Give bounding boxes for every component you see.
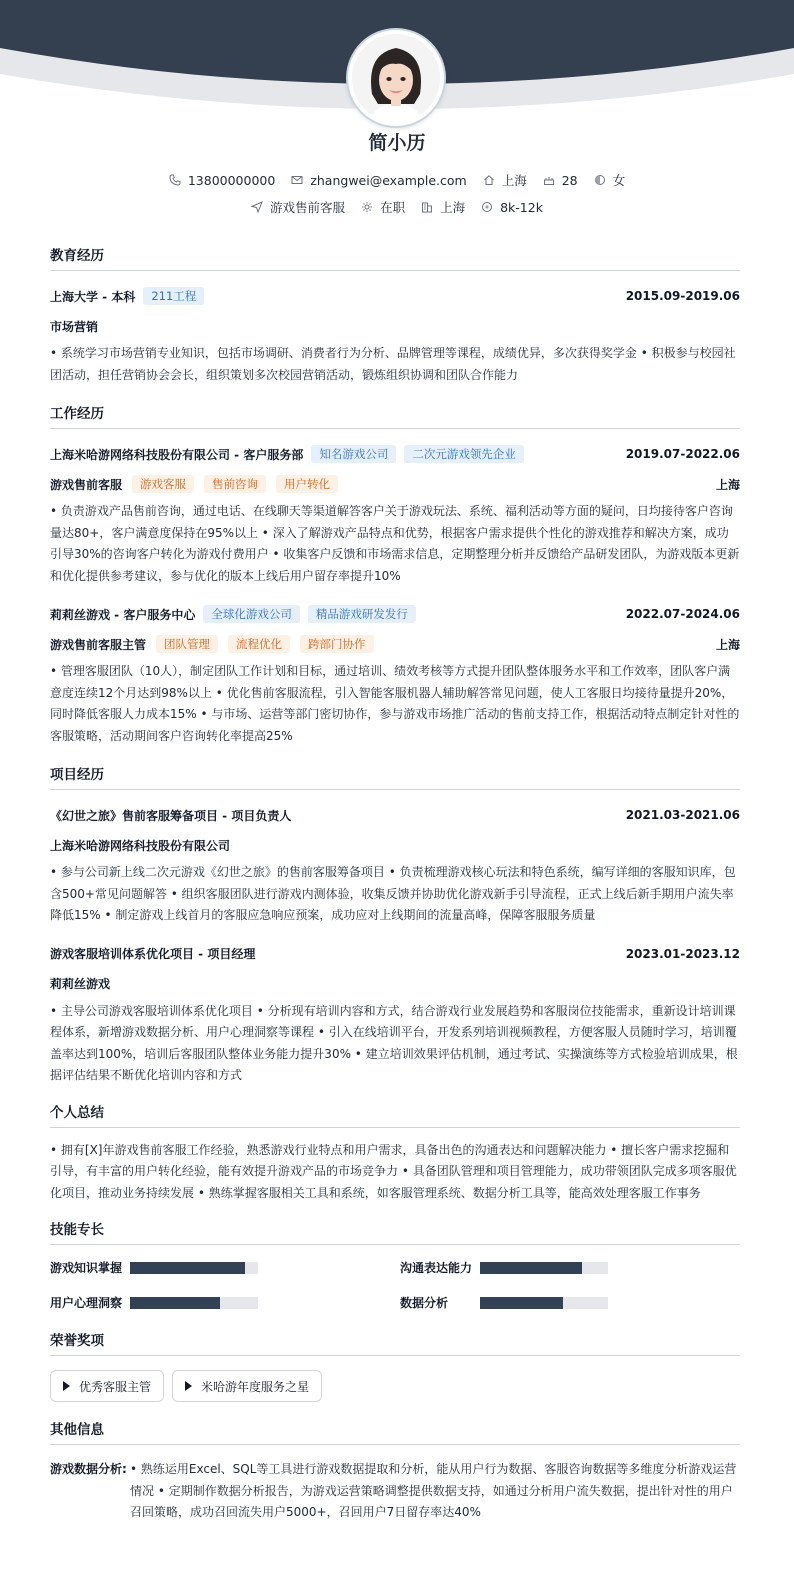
project-desc: • 参与公司新上线二次元游戏《幻世之旅》的售前客服筹备项目 • 负责梳理游戏核心玩法和特色系统，编写详细的客服知识库，包含500+常见问题解答 • 组织客服团队进行游戏内测体验，收集反馈并协助优化游戏新手引导流程，正式上线后新手期用户流失率降低15% • 制定游戏上线首月的客服应急响应预案，成功应对上线期间的流量高峰，保障客服服务质量: [50, 865, 736, 922]
skill-bar: [480, 1297, 608, 1309]
skill-tag: 游戏客服: [132, 475, 194, 493]
skill-tag: 售前咨询: [204, 475, 266, 493]
coin-icon: [481, 201, 493, 213]
skill-item: [400, 1294, 740, 1311]
salary-info: [481, 200, 543, 215]
company-tag: 精品游戏研发发行: [308, 605, 416, 623]
skill-name: 数据分析: [400, 1296, 449, 1310]
project-date: 2023.01-2023.12: [625, 946, 740, 961]
project-desc: • 主导公司游戏客服培训体系优化项目 • 分析现有培训内容和方式，结合游戏行业发展趋势和客服岗位技能需求，重新设计培训课程体系，新增游戏数据分析、用户心理洞察等课程 • 引入在线培训平台，开发系列培训视频教程，方便客服人员随时学习，培训覆盖率达到100%，培训后客服团队整体业务能力提升30% • 建立培训效果评估机制，通过考试、实操演练等方式检验培训成果，根据评估结果不断优化培训内容和方式: [50, 1003, 738, 1082]
other-desc: • 熟练运用Excel、SQL等工具进行游戏数据提取和分析，能从用户行为数据、客服咨询数据等多维度分析游戏运营情况 • 定期制作数据分析报告，为游戏运营策略调整提供数据支持，如通过分析用户流失数据，提出针对性的用户召回策略，成功召回流失用户5000+，召回用户7日留存率达40%: [130, 1462, 737, 1519]
summary-desc: • 拥有[X]年游戏售前客服工作经验，熟悉游戏行业特点和用户需求，具备出色的沟通表达和问题解决能力 • 擅长客户需求挖掘和引导，有丰富的用户转化经验，能有效提升游戏产品的市场竞争力 • 具备团队管理和项目管理能力，成功带领团队完成多项客服优化项目，推动业务持续发展 • 熟练掌握客服相关工具和系统，如客服管理系统、数据分析工具等，能高效处理客服工作事务: [50, 1142, 737, 1200]
job-role: 游戏售前客服主管: [50, 637, 147, 652]
city-text: 上海: [501, 173, 527, 188]
skill-tag: 用户转化: [276, 475, 338, 493]
skill-tag: 跨部门协作: [300, 635, 374, 653]
project-item: [50, 943, 740, 1087]
skills-section: [50, 1218, 740, 1311]
project-org: 上海米哈游网络科技股份有限公司: [50, 838, 231, 853]
section-title: 技能专长: [50, 1218, 740, 1245]
skill-bar: [480, 1262, 608, 1274]
education-date: 2015.09-2019.06: [625, 289, 740, 303]
section-title: 教育经历: [50, 244, 740, 271]
work-item: [50, 443, 740, 587]
work-section: [50, 402, 740, 747]
phone-info: [169, 173, 275, 188]
play-icon: [185, 1381, 192, 1391]
school-tag: 211工程: [143, 287, 204, 305]
award-chip: [172, 1370, 322, 1402]
company-tag: 二次元游戏领先企业: [404, 445, 524, 463]
phone-text: 13800000000: [187, 172, 276, 188]
projects-section: [50, 763, 740, 1087]
city-info: [483, 171, 527, 189]
skill-name: 游戏知识掌握: [50, 1261, 123, 1275]
award-chip: [50, 1370, 164, 1402]
mail-icon: [291, 174, 303, 186]
skill-bar-fill: [480, 1297, 563, 1309]
work-date: 2019.07-2022.06: [625, 447, 740, 461]
awards-section: [50, 1329, 740, 1402]
building-icon: [421, 201, 433, 213]
section-title: 荣誉奖项: [50, 1329, 740, 1356]
status-text: 在职: [380, 200, 406, 215]
project-org: 莉莉丝游戏: [50, 977, 111, 991]
project-item: [50, 804, 740, 927]
skill-tag: 流程优化: [228, 635, 290, 653]
job-intent-row: [0, 198, 794, 216]
status-info: [361, 198, 405, 216]
home-icon: [483, 174, 495, 186]
work-date: 2022.07-2024.06: [625, 607, 740, 621]
age-text: 28: [561, 172, 578, 188]
skill-item: [50, 1259, 400, 1276]
skill-item: [50, 1294, 400, 1311]
skill-tag: 团队管理: [156, 635, 218, 653]
project-date: 2021.03-2021.06: [625, 808, 740, 822]
education-section: [50, 244, 740, 386]
contact-info-row: [0, 171, 794, 189]
work-item: [50, 603, 740, 747]
job-role: 游戏售前客服: [50, 477, 123, 492]
other-section: [50, 1418, 740, 1524]
other-label: 游戏数据分析:: [50, 1462, 127, 1476]
skill-name: 用户心理洞察: [50, 1296, 123, 1310]
email-text: zhangwei@example.com: [310, 172, 467, 188]
avatar: [348, 30, 444, 126]
cake-icon: [543, 174, 555, 186]
summary-section: [50, 1101, 740, 1205]
project-name: 《幻世之旅》售前客服筹备项目 - 项目负责人: [50, 808, 292, 823]
skill-item: [400, 1259, 740, 1276]
company-tag: 全球化游戏公司: [203, 605, 300, 623]
age-info: [543, 173, 578, 188]
work-desc: • 管理客服团队（10人），制定团队工作计划和目标，通过培训、绩效考核等方式提升团队整体服务水平和工作效率，团队客户满意度连续12个月达到98%以上 • 优化售前客服流程，引入智能客服机器人辅助解答常见问题，使人工客服日均接待量提升20%，同时降低客服人力成本15% • 与市场、运营等部门密切协作，参与游戏市场推广活动的售前支持工作，根据活动特点制定针对性的客服策略，活动期间客户咨询转化率提高25%: [50, 664, 740, 743]
section-title: 其他信息: [50, 1418, 740, 1445]
company-tag: 知名游戏公司: [311, 445, 396, 463]
target-city-text: 上海: [440, 200, 466, 215]
skill-bar: [130, 1262, 258, 1274]
play-icon: [63, 1381, 70, 1391]
work-location: 上海: [715, 477, 740, 492]
section-title: 个人总结: [50, 1101, 740, 1128]
send-icon: [251, 201, 263, 213]
education-desc: • 系统学习市场营销专业知识，包括市场调研、消费者行为分析、品牌管理等课程，成绩优异，多次获得奖学金 • 积极参与校园社团活动，担任营销协会会长，组织策划多次校园营销活动，锻炼组织协调和团队合作能力: [50, 346, 736, 382]
skill-bar-fill: [480, 1262, 582, 1274]
company-name: 莉莉丝游戏 - 客户服务中心: [50, 607, 196, 622]
resume-body: [50, 244, 740, 1524]
award-name: 米哈游年度服务之星: [201, 1379, 310, 1394]
candidate-name: 简小历: [368, 132, 426, 154]
work-desc: • 负责游戏产品售前咨询，通过电话、在线聊天等渠道解答客户关于游戏玩法、系统、福利活动等方面的疑问，日均接待客户咨询量达80+，客户满意度保持在95%以上 • 深入了解游戏产品特点和优势，根据客户需求提供个性化的游戏推荐和解决方案，成功引导30%的咨询客户转化为游戏付费用户 • 收集客户反馈和市场需求信息，定期整理分析并反馈给产品研发团队，为游戏版本更新和优化提供参考建议，参与优化的版本上线后用户留存率提升10%: [50, 504, 740, 583]
gender-text: 女: [612, 173, 626, 188]
gender-icon: [594, 174, 606, 186]
project-name: 游戏客服培训体系优化项目 - 项目经理: [50, 947, 256, 961]
school-name: 上海大学 - 本科: [50, 289, 136, 304]
work-location: 上海: [715, 637, 740, 652]
skill-bar-fill: [130, 1297, 220, 1309]
award-name: 优秀客服主管: [79, 1379, 152, 1394]
target-job-info: [251, 198, 345, 216]
email-info: [291, 173, 466, 188]
target-job-text: 游戏售前客服: [270, 200, 346, 215]
target-city-info: [421, 198, 465, 216]
section-title: 工作经历: [50, 402, 740, 429]
gender-info: [594, 171, 626, 189]
company-name: 上海米哈游网络科技股份有限公司 - 客户服务部: [50, 447, 304, 462]
skill-bar-fill: [130, 1262, 245, 1274]
skill-bar: [130, 1297, 258, 1309]
major: 市场营销: [50, 319, 99, 334]
skill-name: 沟通表达能力: [400, 1261, 473, 1275]
salary-text: 8k-12k: [500, 199, 543, 215]
phone-icon: [169, 174, 181, 186]
section-title: 项目经历: [50, 763, 740, 790]
gear-icon: [361, 201, 373, 213]
